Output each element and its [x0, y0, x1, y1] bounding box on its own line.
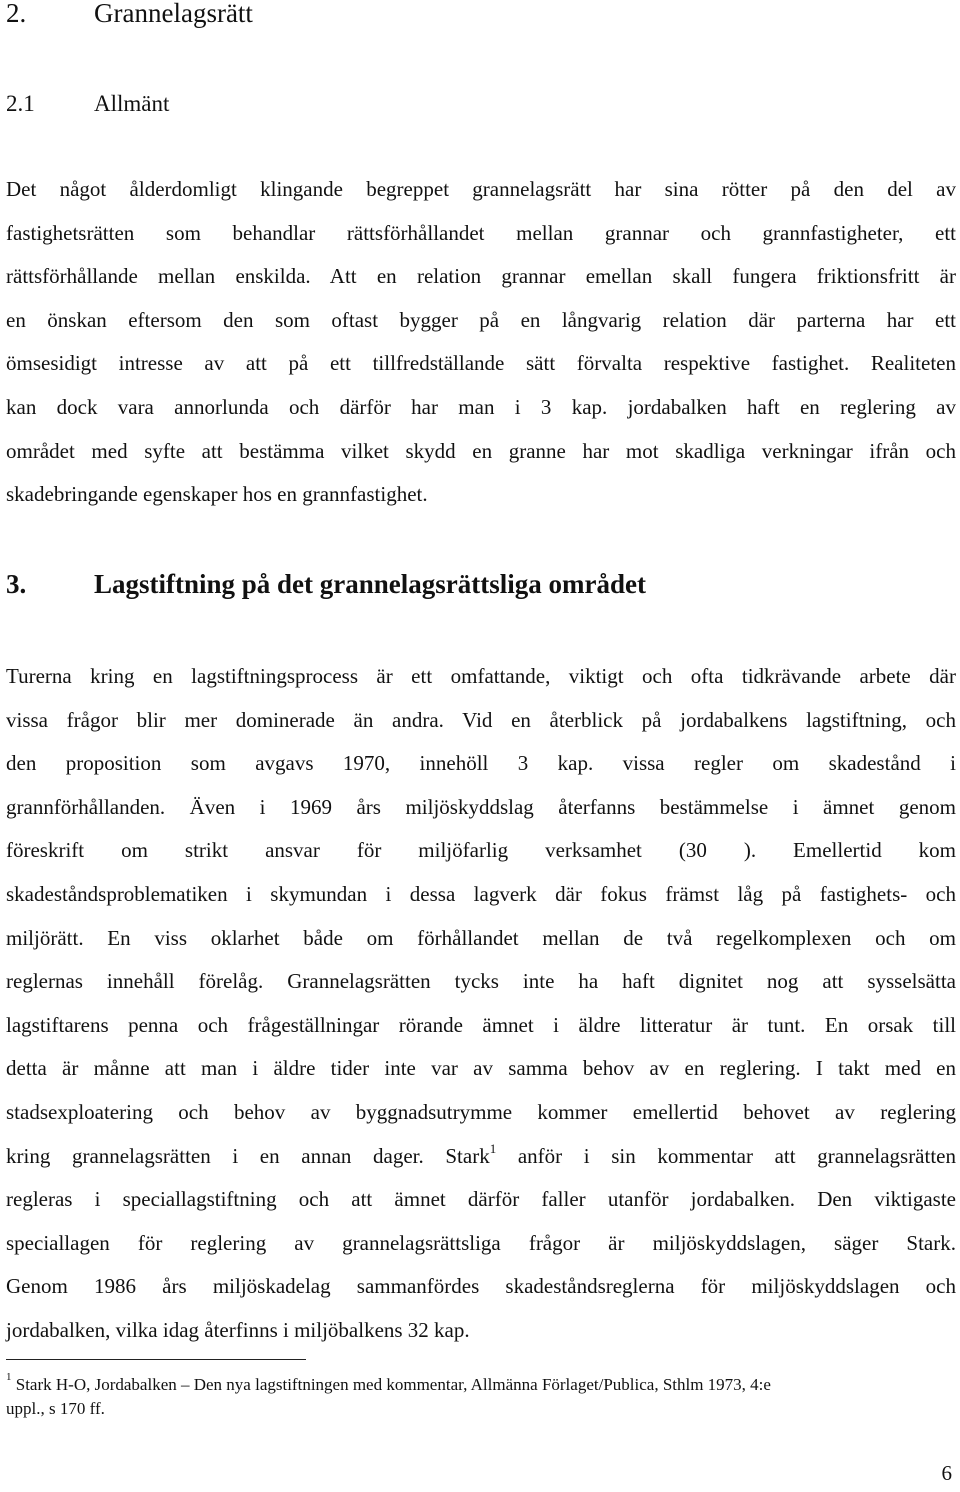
paragraph-line: fastighetsrätten som behandlar rättsförhållandet mellan grannar och grannfastigheter, ett — [6, 220, 956, 245]
section-heading — [6, 88, 169, 120]
footnote — [6, 1373, 956, 1421]
paragraph-line: Turerna kring en lagstiftningsprocess är ett omfattande, viktigt och ofta tidkrävande arbete där — [6, 664, 956, 688]
paragraph-line: skadebringande egenskaper hos en grannfastighet. — [6, 482, 428, 507]
paragraph-line: föreskrift om strikt ansvar för miljöfarlig verksamhet (30 ). Emellertid kom — [6, 838, 956, 863]
paragraph-line: regleras i speciallagstiftning och att ämnet därför faller utanför jordabalken. Den viktigaste — [6, 1187, 956, 1212]
paragraph-allmant — [6, 168, 956, 517]
paragraph-line-head: kring grannelagsrätten i en annan dager. Stark — [6, 1143, 490, 1168]
paragraph-line: stadsexploatering och behov av byggnadsutrymme kommer emellertid behovet av reglering — [6, 1099, 956, 1124]
paragraph-line: vissa frågor blir mer dominerade än andra. Vid en återblick på jordabalkens lagstiftning, och — [6, 707, 956, 732]
paragraph-line: miljörätt. En viss oklarhet både om förhållandet mellan de två regelkomplexen och om — [6, 925, 956, 950]
paragraph-line: kan dock vara annorlunda och därför har man i 3 kap. jordabalken haft en reglering av — [6, 394, 956, 419]
paragraph-line: speciallagen för reglering av grannelagsrättsliga frågor är miljöskyddslagen, säger Stark. — [6, 1230, 956, 1255]
paragraph-line: Det något ålderdomligt klingande begreppet grannelagsrätt har sina rötter på den del av — [6, 177, 956, 201]
chapter-heading — [6, 0, 253, 30]
chapter-number: 2. — [6, 0, 27, 28]
footnote-marker: 1 — [6, 1371, 12, 1384]
paragraph-line: skadeståndsproblematiken i skymundan i dessa lagverk där fokus främst låg på fastighets- och — [6, 881, 956, 906]
page-number: 6 — [941, 1461, 952, 1485]
paragraph-line-with-footnote — [6, 1135, 956, 1179]
paragraph-line: området med syfte att bestämma vilket skydd en granne har mot skadliga verkningar ifrån och — [6, 438, 956, 463]
paragraph-line: ömsesidigt intresse av att på ett tillfredställande sätt förvalta respektive fastighet. Realiteten — [6, 351, 956, 376]
chapter-heading-3 — [6, 566, 646, 602]
footnote-line — [6, 1373, 956, 1397]
chapter-number: 3. — [6, 569, 27, 599]
paragraph-line: en önskan eftersom den som oftast bygger på en långvarig relation där parterna har ett — [6, 307, 956, 332]
footnote-line: uppl., s 170 ff. — [6, 1399, 105, 1418]
section-number: 2.1 — [6, 91, 35, 116]
paragraph-line-tail: anför i sin kommentar att grannelagsrätten — [517, 1143, 956, 1168]
paragraph-line: grannförhållanden. Även i 1969 års miljöskyddslag återfanns bestämmelse i ämnet genom — [6, 794, 956, 819]
paragraph-line: Genom 1986 års miljöskadelag sammanfördes skadeståndsreglerna för miljöskyddslagen och — [6, 1274, 956, 1299]
section-title: Allmänt — [94, 91, 170, 116]
paragraph-line: den proposition som avgavs 1970, innehöll 3 kap. vissa regler om skadestånd i — [6, 751, 956, 776]
chapter-title: Lagstiftning på det grannelagsrättsliga området — [94, 569, 646, 599]
footnote-text: Stark H-O, Jordabalken – Den nya lagstiftningen med kommentar, Allmänna Förlaget/Publica, Sthlm 1973, 4:e — [15, 1375, 771, 1394]
paragraph-lagstiftning — [6, 655, 956, 1353]
footnote-reference[interactable]: 1 — [489, 1140, 497, 1156]
paragraph-line: lagstiftarens penna och frågeställningar rörande ämnet i äldre litteratur är tunt. En orsak till — [6, 1012, 956, 1037]
paragraph-line: rättsförhållande mellan enskilda. Att en relation grannar emellan skall fungera friktionsfritt är — [6, 264, 956, 289]
footnote-separator — [6, 1359, 306, 1360]
chapter-title: Grannelagsrätt — [94, 0, 253, 28]
paragraph-line: detta är månne att man i äldre tider inte var av samma behov av en reglering. I takt med en — [6, 1056, 956, 1081]
paragraph-line: reglernas innehåll förelåg. Grannelagsrätten tycks inte ha haft dignitet nog att sysselsätta — [6, 969, 956, 994]
paragraph-line: jordabalken, vilka idag återfinns i miljöbalkens 32 kap. — [6, 1317, 470, 1342]
